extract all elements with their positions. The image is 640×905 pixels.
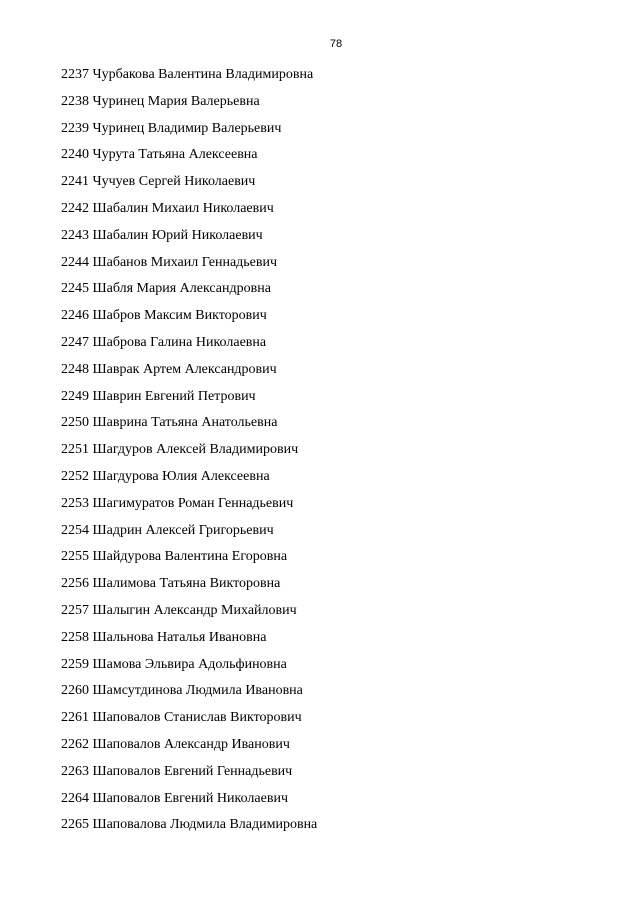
list-item: 2243 Шабалин Юрий Николаевич xyxy=(61,227,263,243)
list-item: 2252 Шагдурова Юлия Алексеевна xyxy=(61,468,270,484)
list-item: 2250 Шаврина Татьяна Анатольевна xyxy=(61,415,278,431)
list-item: 2263 Шаповалов Евгений Геннадьевич xyxy=(61,763,293,779)
list-item: 2245 Шабля Мария Александровна xyxy=(61,281,271,297)
list-item: 2241 Чучуев Сергей Николаевич xyxy=(61,174,256,190)
list-item: 2237 Чурбакова Валентина Владимировна xyxy=(61,67,314,82)
entry-list xyxy=(61,66,317,843)
list-item: 2260 Шамсутдинова Людмила Ивановна xyxy=(61,683,303,699)
list-item: 2244 Шабанов Михаил Геннадьевич xyxy=(61,254,278,270)
list-item: 2256 Шалимова Татьяна Викторовна xyxy=(61,576,281,592)
list-item: 2255 Шайдурова Валентина Егоровна xyxy=(61,549,288,565)
list-item: 2251 Шагдуров Алексей Владимирович xyxy=(61,442,299,458)
list-item: 2253 Шагимуратов Роман Геннадьевич xyxy=(61,495,294,511)
list-item: 2265 Шаповалова Людмила Владимировна xyxy=(61,817,318,833)
list-item: 2261 Шаповалов Станислав Викторович xyxy=(61,710,302,726)
list-item: 2264 Шаповалов Евгений Николаевич xyxy=(61,790,288,806)
list-item: 2254 Шадрин Алексей Григорьевич xyxy=(61,522,274,538)
list-item: 2249 Шаврин Евгений Петрович xyxy=(61,388,256,404)
page-number: 78 xyxy=(329,38,343,50)
list-item: 2257 Шалыгин Александр Михайлович xyxy=(61,602,297,618)
list-item: 2240 Чурута Татьяна Алексеевна xyxy=(61,147,258,163)
list-item: 2248 Шаврак Артем Александрович xyxy=(61,361,277,377)
list-item: 2239 Чуринец Владимир Валерьевич xyxy=(61,120,282,136)
list-item: 2262 Шаповалов Александр Иванович xyxy=(61,736,290,752)
list-item: 2238 Чуринец Мария Валерьевна xyxy=(61,93,260,109)
list-item: 2247 Шаброва Галина Николаевна xyxy=(61,334,267,350)
list-item: 2259 Шамова Эльвира Адольфиновна xyxy=(61,656,287,672)
list-item: 2246 Шабров Максим Викторович xyxy=(61,308,267,324)
list-item: 2258 Шальнова Наталья Ивановна xyxy=(61,629,267,645)
list-item: 2242 Шабалин Михаил Николаевич xyxy=(61,200,274,216)
